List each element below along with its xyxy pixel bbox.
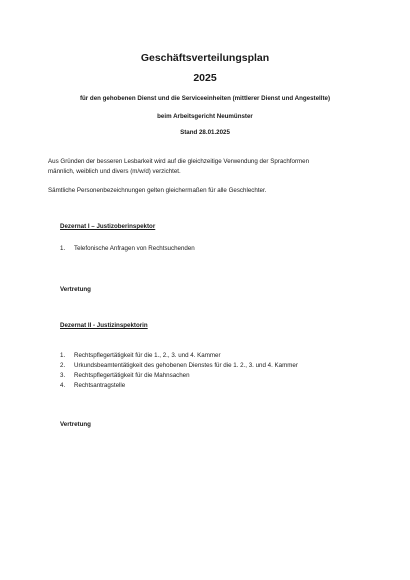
task-list-dezernat-2 — [60, 351, 298, 391]
intro-paragraph-2: Sämtliche Personenbezeichnungen gelten gleichermaßen für alle Geschlechter. — [48, 187, 267, 194]
list-item-number: 4. — [60, 382, 66, 389]
list-item — [60, 351, 298, 361]
list-item — [60, 361, 298, 371]
list-item-text: Telefonische Anfragen von Rechtsuchenden — [74, 245, 195, 252]
list-item — [60, 381, 298, 391]
list-item — [60, 371, 298, 381]
substitute-label-dezernat-2: Vertretung — [60, 421, 91, 428]
document-year: 2025 — [193, 72, 217, 84]
list-item-text: Urkundsbeamtentätigkeit des gehobenen Dienstes für die 1. 2., 3. und 4. Kammer — [74, 362, 298, 369]
list-item-number: 3. — [60, 372, 66, 379]
section-heading-dezernat-1: Dezernat I – Justizoberinspektor — [60, 223, 156, 230]
task-list-dezernat-1 — [60, 244, 195, 254]
list-item — [60, 244, 195, 254]
list-item-number: 1. — [60, 245, 66, 252]
section-heading-dezernat-2: Dezernat II - Justizinspektorin — [60, 322, 148, 329]
document-title: Geschäftsverteilungsplan — [140, 52, 270, 64]
intro-paragraph-line-1: Aus Gründen der besseren Lesbarkeit wird auf die gleichzeitige Verwendung der Sprachformen — [48, 158, 310, 165]
document-date: Stand 28.01.2025 — [180, 129, 230, 136]
list-item-number: 1. — [60, 352, 66, 359]
document-subtitle: für den gehobenen Dienst und die Serviceeinheiten (mittlerer Dienst und Angestellte) — [79, 95, 331, 102]
intro-paragraph-line-2: männlich, weiblich und divers (m/w/d) verzichtet. — [48, 168, 181, 175]
list-item-text: Rechtsantragstelle — [74, 382, 126, 389]
list-item-text: Rechtspflegertätigkeit für die Mahnsachen — [74, 372, 190, 379]
substitute-label-dezernat-1: Vertretung — [60, 286, 91, 293]
list-item-number: 2. — [60, 362, 66, 369]
court-name: beim Arbeitsgericht Neumünster — [157, 113, 253, 120]
list-item-text: Rechtspflegertätigkeit für die 1., 2., 3. und 4. Kammer — [74, 352, 221, 359]
